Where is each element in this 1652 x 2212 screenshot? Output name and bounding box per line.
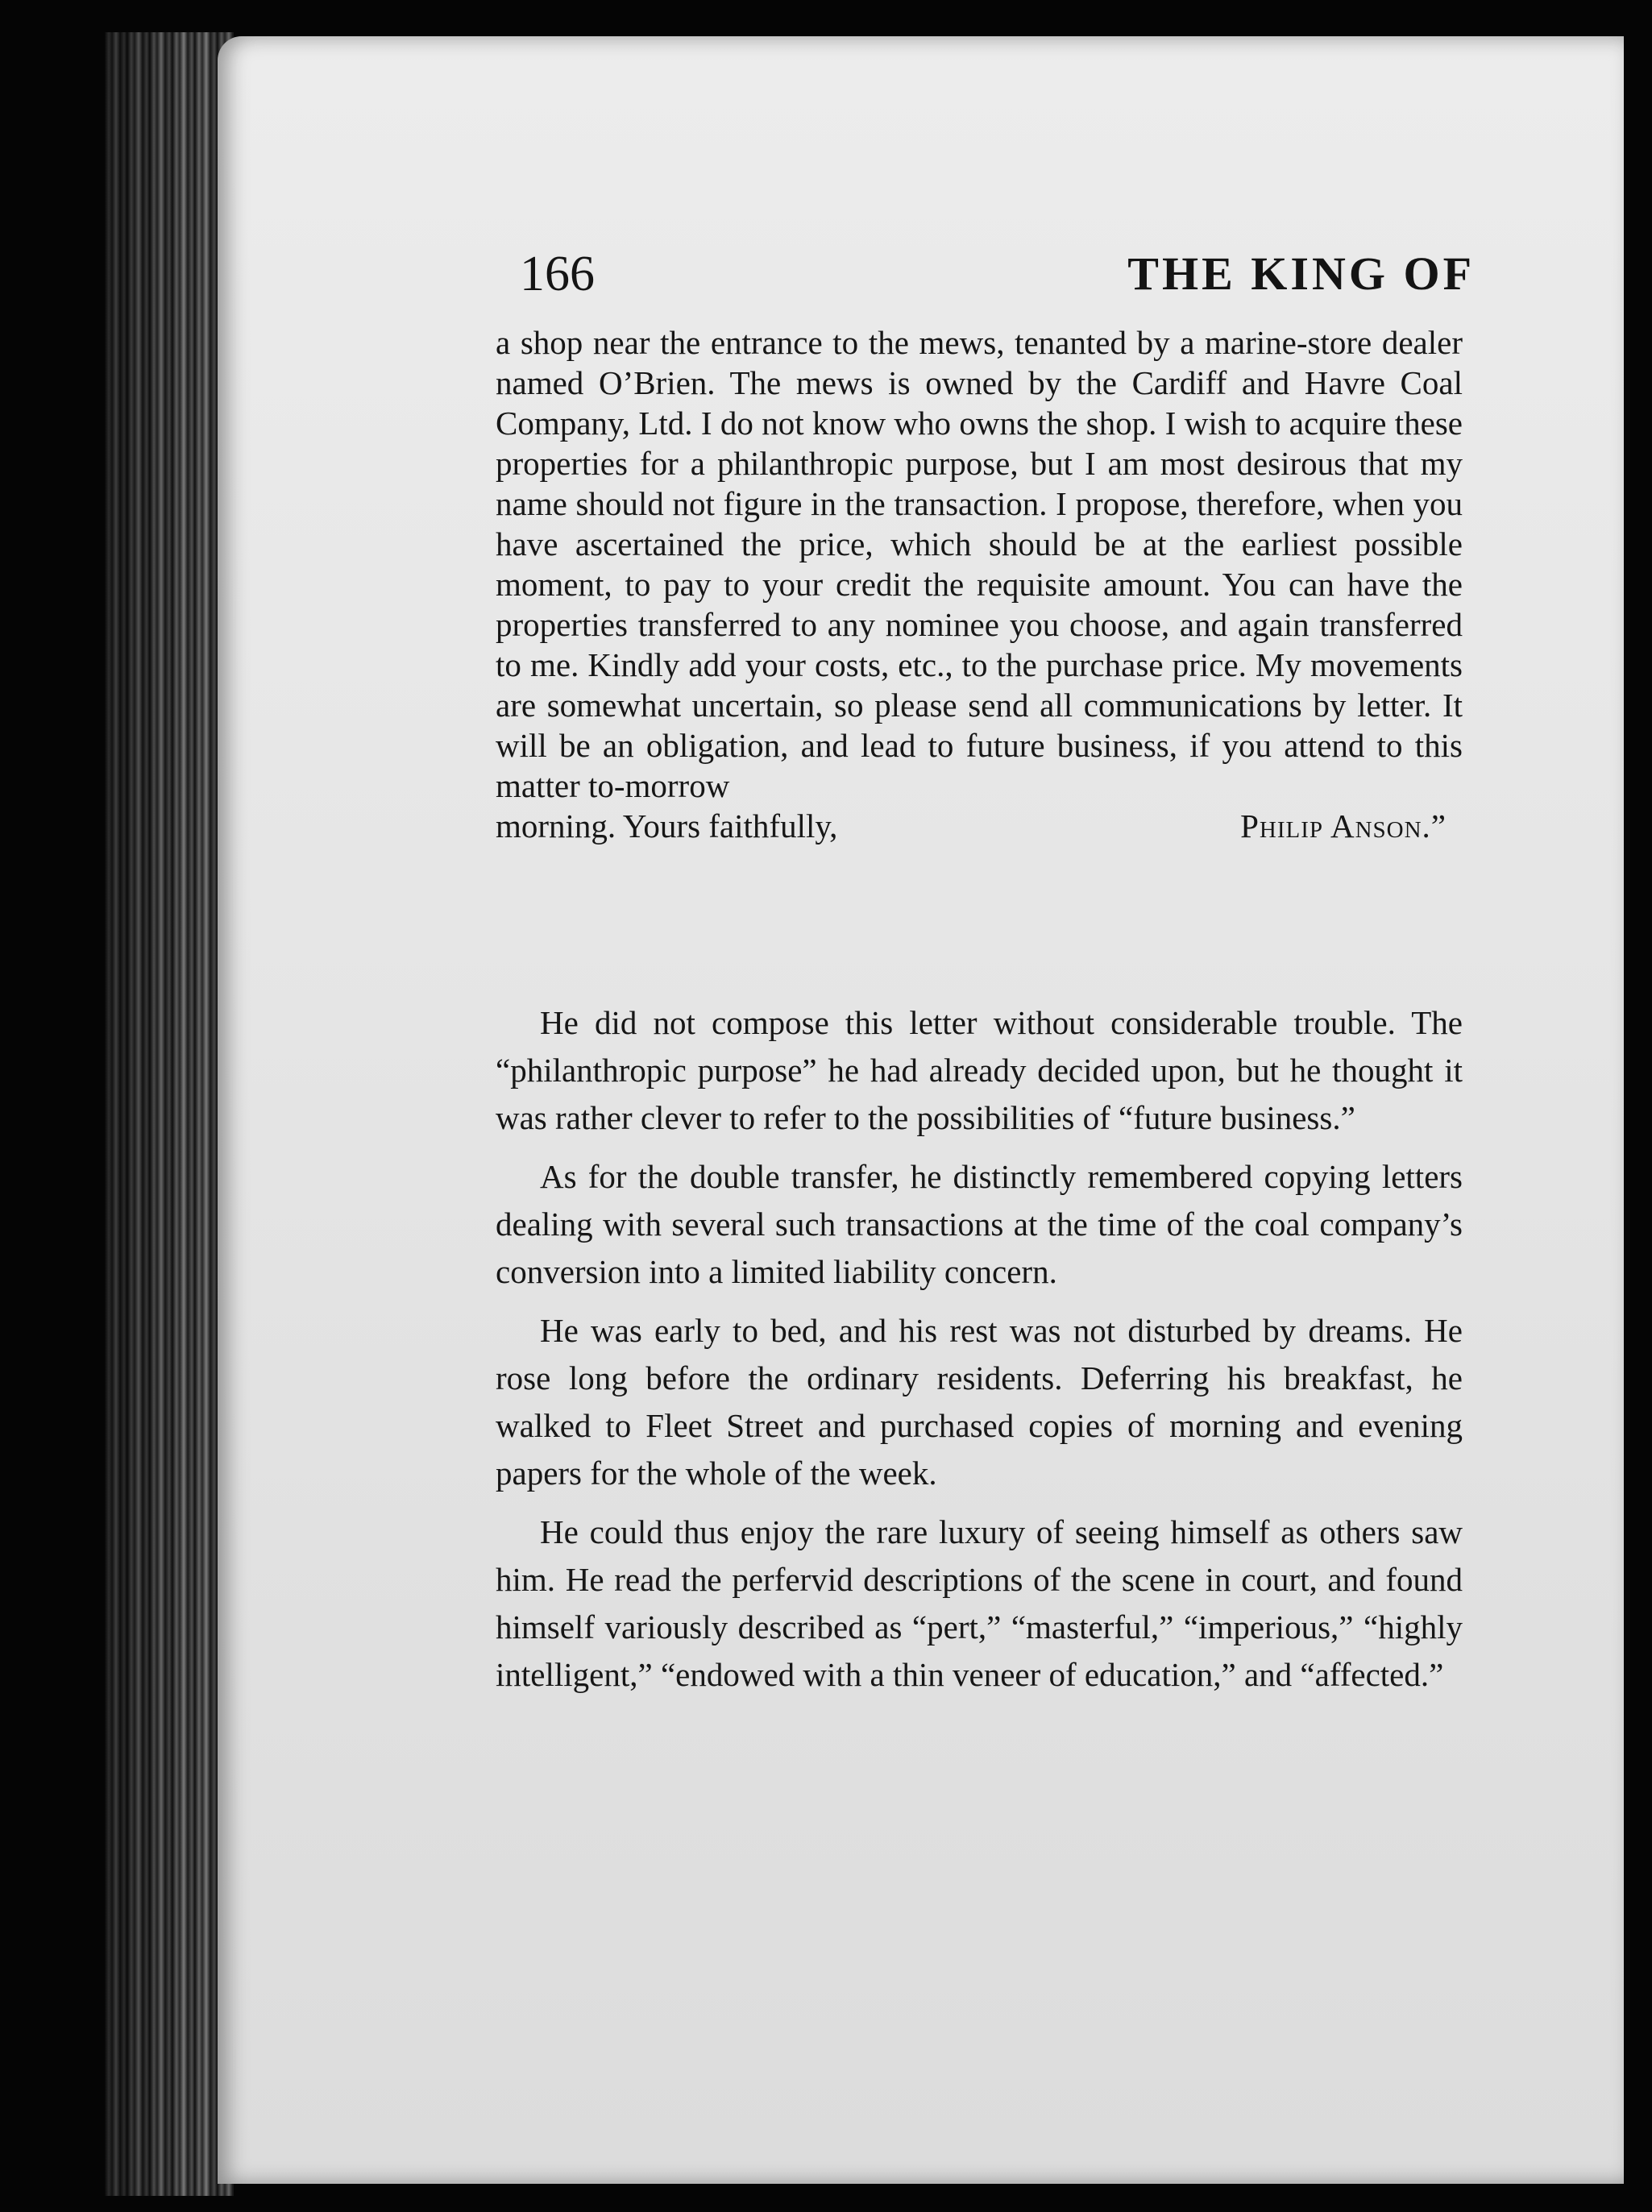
paragraph: He was early to bed, and his rest was not disturbed by dreams. He rose long before the ordinary residents. Deferring his breakfast, he walked to Fleet Street and purchased copies of morning and evening papers for the whole of the week.: [496, 1312, 1463, 1492]
page-edge-shadow: [105, 32, 234, 2196]
letter-body: a shop near the entrance to the mews, tenanted by a marine-store dealer named O’Brien. The mews is owned by the Cardiff and Havre Coal Company, Ltd. I do not know who owns the shop. I wish to acquire these properties for a philanthropic purpose, but I am most desirous that my name should not figure in the transaction. I propose, therefore, when you have ascertained the price, which should be at the earliest possible moment, to pay to your credit the requisite amount. You can have the properties transferred to any nominee you choose, and again transferred to me. Kindly add your costs, etc., to the purchase price. My movements are somewhat uncertain, so please send all communications by letter. It will be an obligation, and lead to future business, if you attend to this matter to-morrow: [496, 324, 1463, 804]
running-title: THE KING OF: [1127, 247, 1475, 300]
page-number: 166: [520, 247, 595, 301]
paragraph: He did not compose this letter without considerable trouble. The “philanthropic purpose” he had already decided upon, but he thought it was rather clever to refer to the possibilities of “future business.”: [496, 1004, 1463, 1136]
letter-text: [496, 322, 1463, 846]
letter-closing: morning. Yours faithfully,: [496, 807, 838, 845]
running-head: [520, 242, 1475, 306]
narrative-text: [496, 999, 1463, 1710]
letter-signoff: [496, 806, 1463, 846]
paragraph: As for the double transfer, he distinctly remembered copying letters dealing with several such transactions at the time of the coal company’s conversion into a limited liability concern.: [496, 1158, 1463, 1290]
paragraph: He could thus enjoy the rare luxury of seeing himself as others saw him. He read the perfervid descriptions of the scene in court, and found himself variously described as “pert,” “masterful,” “imperious,” “highly intelligent,” “endowed with a thin veneer of education,” and “affected.”: [496, 1513, 1463, 1693]
letter-signature: Philip Anson.”: [1240, 807, 1447, 845]
